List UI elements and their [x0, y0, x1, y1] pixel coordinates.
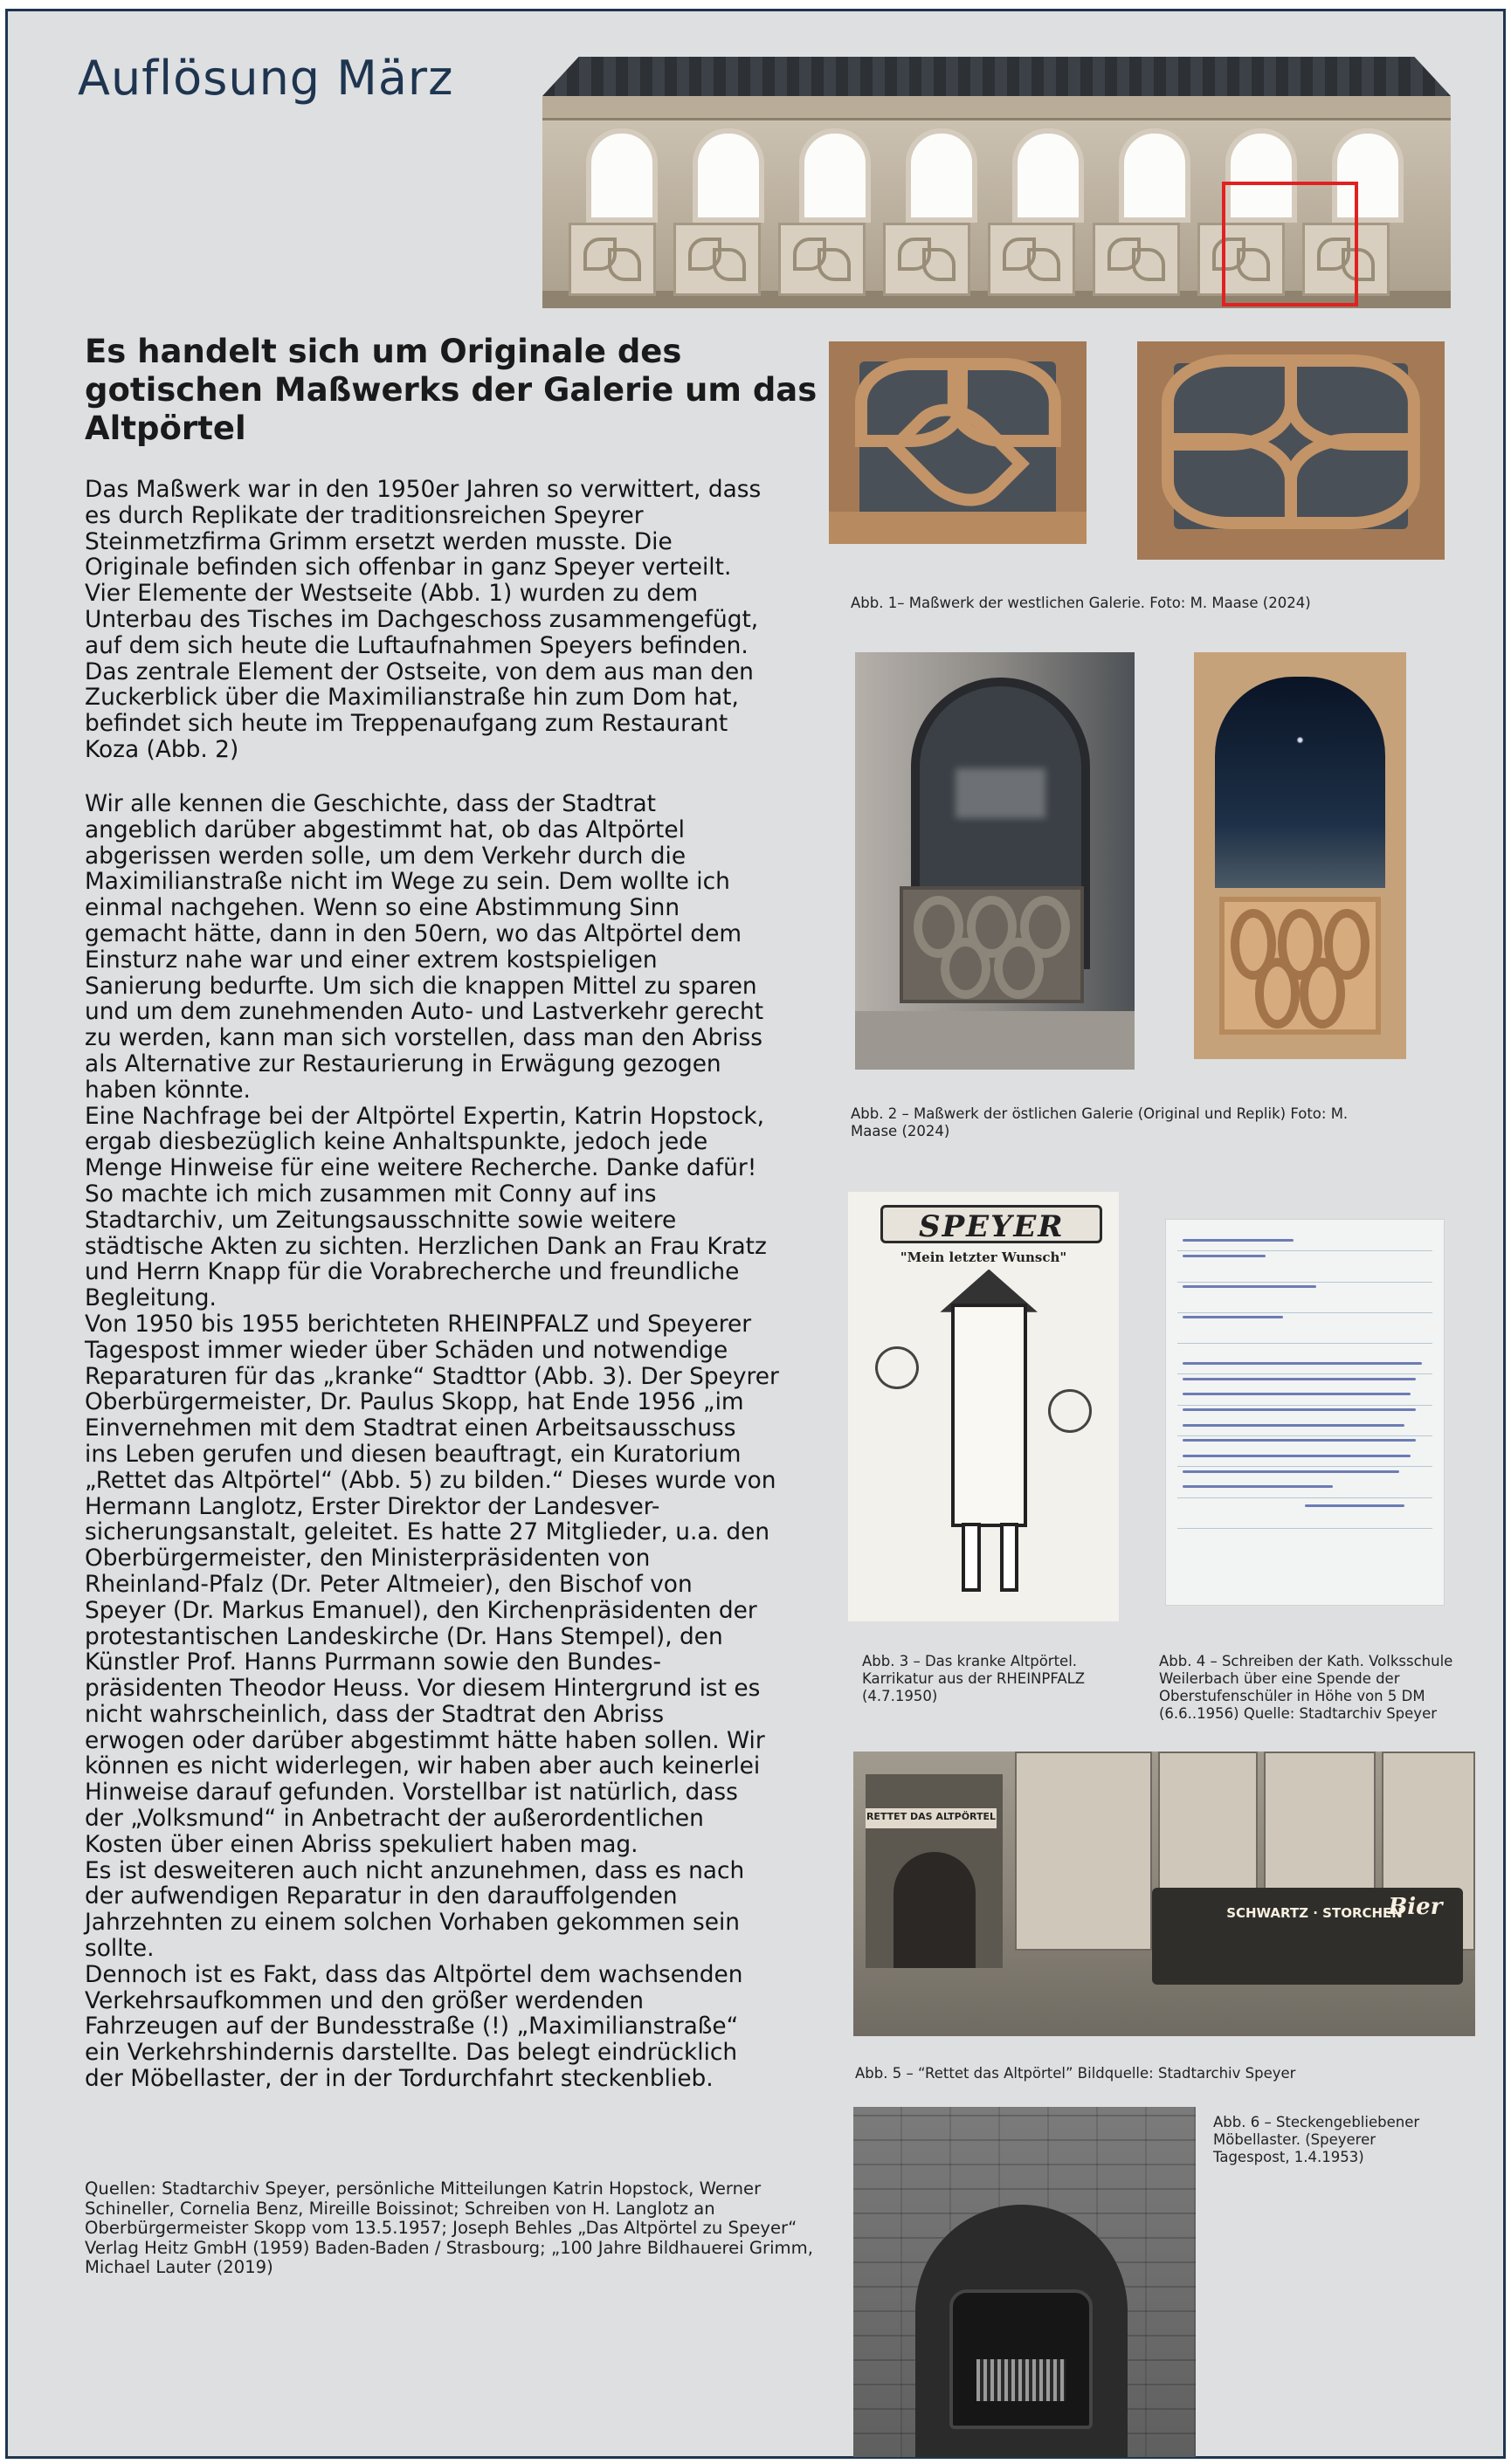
gallery-arch — [1012, 128, 1084, 223]
altpoertel-gate — [866, 1774, 1003, 1968]
truck-label: SCHWARTZ · STORCHEN — [1226, 1905, 1403, 1922]
figure-2-replica-window — [1194, 652, 1406, 1059]
cartoon-banner: SPEYER — [880, 1205, 1102, 1243]
handwriting-stroke — [1183, 1285, 1316, 1288]
paragraph-2: Wir alle kennen die Geschichte, dass der Stadtrat angeblich darüber abgestimmt hat, ob das Altpörtel abgerissen werden solle, um dem Verkehr durch die Maximilianstraße nicht im Wege zu sein. Dem wollte ich einmal nachgehen. Wenn so eine Abstimmung Sinn gemacht hätte, dann in den 50ern, wo das Altpörtel dem Einsturz nahe war und einer extrem kostspieligen Sanierung bedurfte. Um sich die knappen Mittel zu sparen und um dem zunehmenden Auto- und Lastverkehr gerecht zu werden, kann man sich vorstellen, dass man den Abriss als Alternative zur Restaurierung in Erwägung gezogen haben könnte. Eine Nachfrage bei der Altpörtel Expertin, Katrin Hopstock, ergab diesbezüglich keine Anhaltspunkte, jedoch jede Menge Hinweise für eine weitere Recherche. Danke dafür! So machte ich mich zusammen mit Conny auf ins Stadtarchiv, um Zeitungsausschnitte sowie weitere städtische Akten zu sichten. Herzlichen Dank an Frau Kratz und Herrn Knapp für die Vorabrecherche und freundliche Begleitung. Von 1950 bis 1955 berichteten RHEINPFALZ und Speyerer Tagespost immer wieder über Schäden und notwendige Reparaturen für das „kranke“ Stadttor (Abb. 3). Der Speyrer Oberbürgermeister, Dr. Paulus Skopp, hat Ende 1956 „im Einvernehmen mit dem Stadtrat einen Arbeitsausschuss ins Leben gerufen und diesen beauftragt, ein Kuratorium „Rettet das Altpörtel“ (Abb. 5) zu bilden.“ Dieses wurde von Hermann Langlotz, Erster Direktor der Landesver- sicherungsanstalt, geleitet. Es hatte 27 Mitglieder, u.a. den Oberbürgermeister, den Ministerpräsidenten von Rheinland-Pfalz (Dr. Peter Altmeier), den Bischof von Speyer (Dr. Markus Emanuel), den Kirchenpräsidenten der protestantischen Landeskirche (Dr. Hans Stempel), den Künstler Prof. Hanns Purrmann sowie den Bundes- präsidenten Theodor Heuss. Vor diesem Hintergrund ist es nicht wahrscheinlich, dass der Stadtrat den Abriss erwogen oder darüber abgestimmt hätte haben sollen. Wir können es nicht widerlegen, wir haben aber auch keinerlei Hinweise darauf gefunden. Vorstellbar ist natürlich, dass der „Volksmund“ in Anbetracht der außerordentlichen Kosten über einen Abriss spekuliert haben mag. Es ist desweiteren auch nicht anzunehmen, dass es nach der aufwendigen Reparatur in den darauffolgenden Jahrzehnten zu einem solchen Vorhaben gekommen sein sollte. Dennoch ist es Fakt, dass das Altpörtel dem wachsenden Verkehrsaufkommen und den größer werdenden Fahrzeugen auf der Bundesstraße (!) „Maximilianstraße“ ein Verkehrshindernis darstellte. Das belegt eindrücklich der Möbellaster, der in der Tordurchfahrt steckenblieb. — [85, 790, 779, 2093]
gallery-tracery-panel — [778, 223, 866, 296]
cartoon-leg — [962, 1523, 981, 1592]
figure-1-tracery-a — [829, 341, 1087, 544]
cartoon-leg — [1000, 1523, 1019, 1592]
section-heading: Es handelt sich um Originale des gotischen Maßwerks der Galerie um das Altpörtel — [85, 333, 818, 447]
caption-abb5: Abb. 5 – “Rettet das Altpörtel” Bildquelle: Stadtarchiv Speyer — [855, 2065, 1296, 2082]
tile-lobe — [1162, 433, 1297, 529]
rettet-sign: RETTET DAS ALTPÖRTEL — [866, 1808, 997, 1828]
handwriting-stroke — [1183, 1485, 1333, 1488]
cartoon-steam — [875, 1346, 919, 1389]
gallery-tracery-panel — [673, 223, 761, 296]
handwriting-stroke — [1183, 1378, 1416, 1380]
figure-6-stuck-truck — [853, 2107, 1196, 2457]
cartoon-subtitle: "Mein letzter Wunsch" — [900, 1249, 1067, 1266]
tracery-ring — [1255, 958, 1301, 1029]
handwriting-stroke — [1183, 1424, 1404, 1427]
figure-2-original-niche — [855, 652, 1135, 1070]
gallery-eave — [542, 96, 1451, 120]
ruled-line — [1177, 1435, 1433, 1436]
gallery-arch — [906, 128, 977, 223]
gallery-roof — [542, 57, 1451, 96]
original-tracery-block — [900, 886, 1084, 1003]
figure-3-cartoon — [848, 1192, 1119, 1621]
figure-5-street-photo — [853, 1752, 1475, 2036]
sources-text: Quellen: Stadtarchiv Speyer, persönliche Mitteilungen Katrin Hopstock, Werner Schineller, Cornelia Benz, Mireille Boissinot; Schreiben von H. Langlotz an Oberbürgermeister Skopp vom 13.5.1957; Joseph Behles „Das Altpörtel zu Speyer“ Verlag Heitz GmbH (1959) Baden-Baden / Strasbourg; „100 Jahre Bildhauerei Grimm, Michael Lauter (2019) — [85, 2178, 813, 2277]
handwriting-stroke — [1183, 1455, 1411, 1457]
handwriting-stroke — [1183, 1316, 1282, 1318]
highlight-box — [1222, 182, 1358, 306]
paragraph-1: Das Maßwerk war in den 1950er Jahren so verwittert, dass es durch Replikate der traditionsreichen Speyrer Steinmetzfirma Grimm ersetzt werden musste. Die Originale befinden sich offenbar in ganz Speyer verteilt. Vier Elemente der Westseite (Abb. 1) wurden zu dem Unterbau des Tisches im Dachgeschoss zusammengefügt, auf dem sich heute die Luftaufnahmen Speyers befinden. Das zentrale Element der Ostseite, von dem aus man den Zuckerblick über die Maximilianstraße hin zum Dom hat, befindet sich heute im Treppenaufgang zum Restaurant Koza (Abb. 2) — [85, 476, 762, 763]
replica-tracery — [1219, 897, 1381, 1035]
truck-grille — [976, 2359, 1066, 2401]
gallery-tracery-panel — [1093, 223, 1180, 296]
handwriting-stroke — [1183, 1470, 1399, 1473]
ruled-line — [1177, 1343, 1433, 1344]
ruled-line — [1177, 1528, 1433, 1529]
ruled-line — [1177, 1373, 1433, 1374]
caption-abb2: Abb. 2 – Maßwerk der östlichen Galerie (Original und Replik) Foto: M. Maase (2024) — [851, 1105, 1349, 1139]
gallery-arch — [1119, 128, 1190, 223]
ruled-line — [1177, 1405, 1433, 1406]
ruled-line — [1177, 1312, 1433, 1313]
cartoon-tower — [951, 1304, 1027, 1527]
tile-lobe — [1285, 433, 1420, 529]
gallery-tracery-panel — [569, 223, 656, 296]
tracery-ring — [941, 938, 990, 999]
handwriting-stroke — [1183, 1393, 1411, 1395]
caption-abb4: Abb. 4 – Schreiben der Kath. Volksschule Weilerbach über eine Spende der Oberstufenschüler in Höhe von 5 DM (6.6..1956) Quelle: Stadtarchiv Speyer — [1159, 1653, 1453, 1722]
handwriting-stroke — [1183, 1439, 1416, 1442]
handwriting-stroke — [1305, 1504, 1404, 1507]
night-window — [1215, 677, 1384, 888]
cartoon-steam — [1048, 1389, 1092, 1432]
figure-4-letter — [1165, 1219, 1445, 1606]
ruled-line — [1177, 1497, 1433, 1498]
gallery-arch — [693, 128, 764, 223]
ruled-line — [1177, 1282, 1433, 1283]
tile-base — [829, 512, 1087, 544]
handwriting-stroke — [1183, 1255, 1266, 1257]
niche-floor — [855, 1011, 1135, 1070]
gallery-arch — [586, 128, 658, 223]
handwriting-stroke — [1183, 1362, 1421, 1365]
tracery-ring — [1300, 958, 1345, 1029]
handwriting-stroke — [1183, 1408, 1416, 1411]
page-title: Auflösung März — [78, 51, 454, 106]
ruled-line — [1177, 1466, 1433, 1467]
caption-abb1: Abb. 1– Maßwerk der westlichen Galerie. Foto: M. Maase (2024) — [851, 595, 1311, 611]
ruled-line — [1177, 1250, 1433, 1251]
caption-abb6: Abb. 6 – Steckengebliebener Möbellaster. (Speyerer Tagespost, 1.4.1953) — [1213, 2114, 1420, 2165]
poster — [5, 9, 1506, 2459]
figure-1-tracery-b — [1137, 341, 1445, 560]
gallery-tracery-panel — [988, 223, 1075, 296]
tracery-ring — [994, 938, 1044, 999]
handwriting-stroke — [1183, 1239, 1294, 1242]
gallery-tracery-panel — [883, 223, 970, 296]
gallery-arch — [799, 128, 871, 223]
truck-bier-label: Bier — [1388, 1894, 1443, 1920]
building — [1015, 1752, 1152, 1951]
caption-abb3: Abb. 3 – Das kranke Altpörtel. Karrikatur aus der RHEINPFALZ (4.7.1950) — [862, 1653, 1086, 1704]
